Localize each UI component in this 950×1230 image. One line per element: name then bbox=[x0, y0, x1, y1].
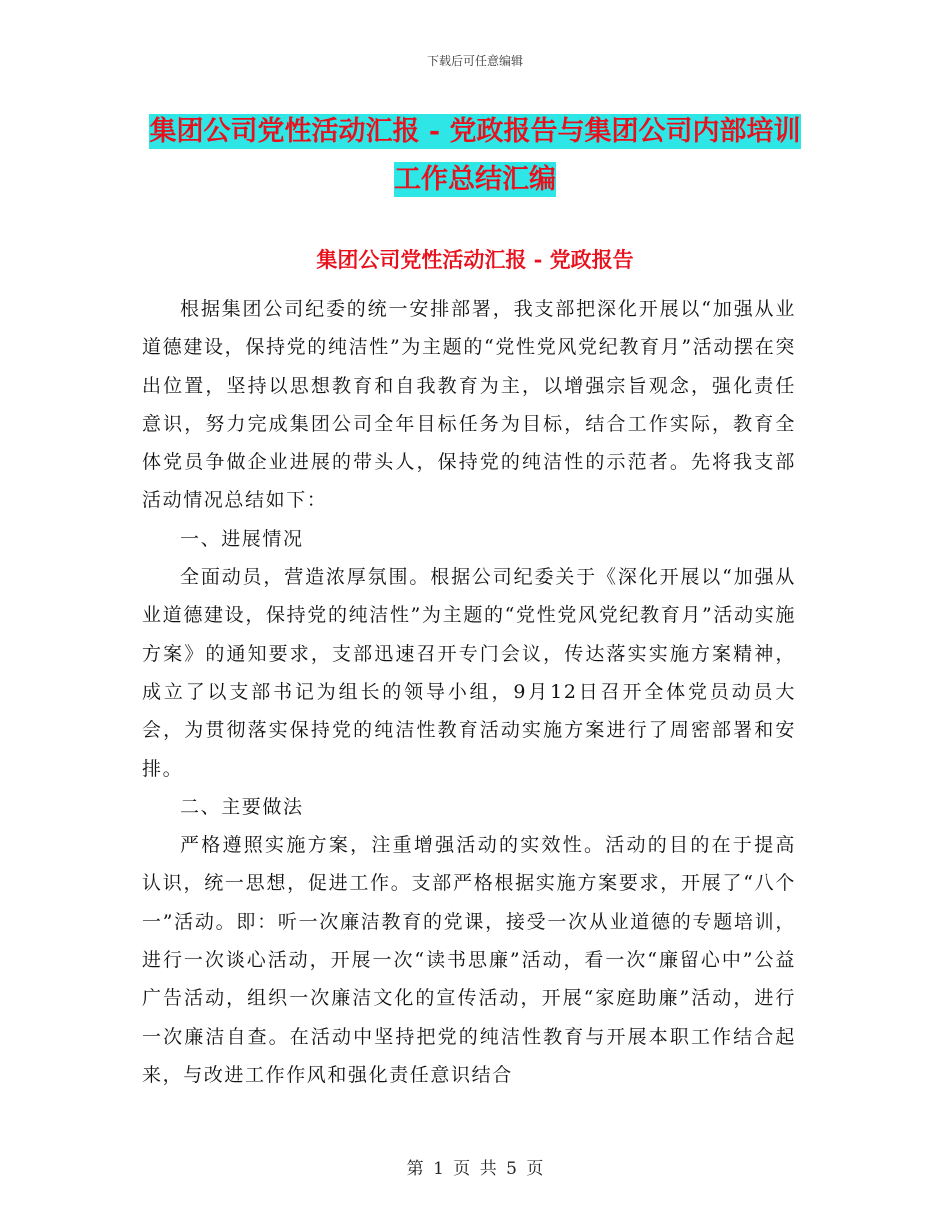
page-number-footer: 第 1 页 共 5 页 bbox=[406, 1159, 544, 1179]
paragraph-progress: 全面动员，营造浓厚氛围。根据公司纪委关于《深化开展以“加强从业道德建设，保持党的纯洁性”为主题的“党性党风党纪教育月”活动实施方案》的通知要求，支部迅速召开专门会议，传达落实实施方案精神，成立了以支部书记为组长的领导小组，9月12日召开全体党员动员大会，为贯彻落实保持党的纯洁性教育活动实施方案进行了周密部署和安排。 bbox=[142, 566, 796, 780]
document-body bbox=[142, 290, 796, 1094]
document-title-text: 集团公司党性活动汇报 - 党政报告与集团公司内部培训工作总结汇编 bbox=[149, 116, 801, 195]
document-title bbox=[140, 108, 810, 204]
page-header-note: 下载后可任意编辑 bbox=[426, 54, 523, 68]
section-title: 集团公司党性活动汇报 - 党政报告 bbox=[316, 247, 634, 272]
heading-methods: 二、主要做法 bbox=[180, 795, 304, 818]
heading-progress: 一、进展情况 bbox=[180, 527, 304, 550]
paragraph-methods: 严格遵照实施方案，注重增强活动的实效性。活动的目的在于提高认识，统一思想，促进工作。支部严格根据实施方案要求，开展了“八个一”活动。即：听一次廉洁教育的党课，接受一次从业道德的专题培训，进行一次谈心活动，开展一次“读书思廉”活动，看一次“廉留心中”公益广告活动，组织一次廉洁文化的宣传活动，开展“家庭助廉”活动，进行一次廉洁自查。在活动中坚持把党的纯洁性教育与开展本职工作结合起来，与改进工作作风和强化责任意识结合 bbox=[142, 834, 796, 1086]
paragraph-intro: 根据集团公司纪委的统一安排部署，我支部把深化开展以“加强从业道德建设，保持党的纯洁性”为主题的“党性党风党纪教育月”活动摆在突出位置，坚持以思想教育和自我教育为主，以增强宗旨观念，强化责任意识，努力完成集团公司全年目标任务为目标，结合工作实际，教育全体党员争做企业进展的带头人，保持党的纯洁性的示范者。先将我支部活动情况总结如下： bbox=[142, 298, 796, 512]
